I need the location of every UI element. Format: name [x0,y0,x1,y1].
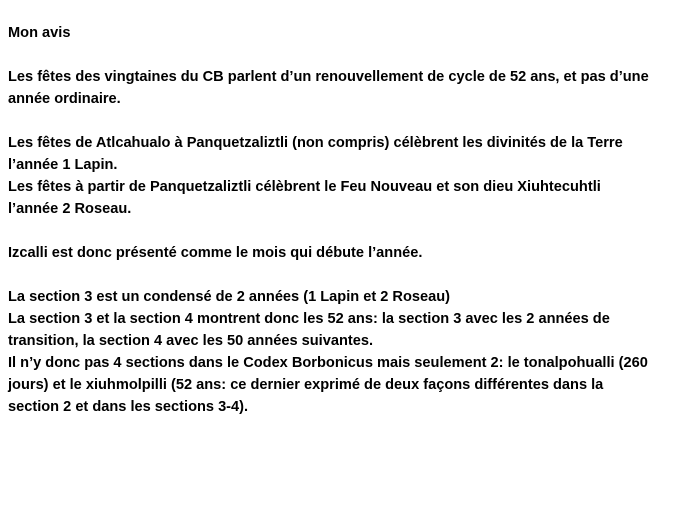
title-text: Mon avis [8,25,71,41]
paragraph-line: jours) et le xiuhmolpilli (52 ans: ce dernier exprimé de deux façons différentes dans la [8,377,604,393]
paragraph-line: transition, la section 4 avec les 50 années suivantes. [8,333,374,349]
paragraph-line: section 2 et dans les sections 3-4). [8,399,249,415]
paragraph-line: Les fêtes à partir de Panquetzaliztli célèbrent le Feu Nouveau et son dieu Xiuhtecuhtli [8,179,601,195]
paragraph-festivals [8,132,683,220]
paragraph-line: l’année 2 Roseau. [8,201,132,217]
paragraph-izcalli [8,242,683,264]
paragraph-line: Izcalli est donc présenté comme le mois qui débute l’année. [8,245,423,261]
paragraph-line: Il n’y donc pas 4 sections dans le Codex Borbonicus mais seulement 2: le tonalpohualli (260 [8,355,648,371]
paragraph-line: Les fêtes des vingtaines du CB parlent d’un renouvellement de cycle de 52 ans, et pas d’une [8,69,649,85]
paragraph-cycle [8,66,683,110]
paragraph-line: l’année 1 Lapin. [8,157,118,173]
paragraph-line: année ordinaire. [8,91,121,107]
document-body [8,22,683,440]
document-title [8,22,683,44]
paragraph-line: La section 3 et la section 4 montrent donc les 52 ans: la section 3 avec les 2 années de [8,311,610,327]
paragraph-sections [8,286,683,418]
paragraph-line: La section 3 est un condensé de 2 années (1 Lapin et 2 Roseau) [8,289,450,305]
paragraph-line: Les fêtes de Atlcahualo à Panquetzaliztli (non compris) célèbrent les divinités de la Terre [8,135,623,151]
